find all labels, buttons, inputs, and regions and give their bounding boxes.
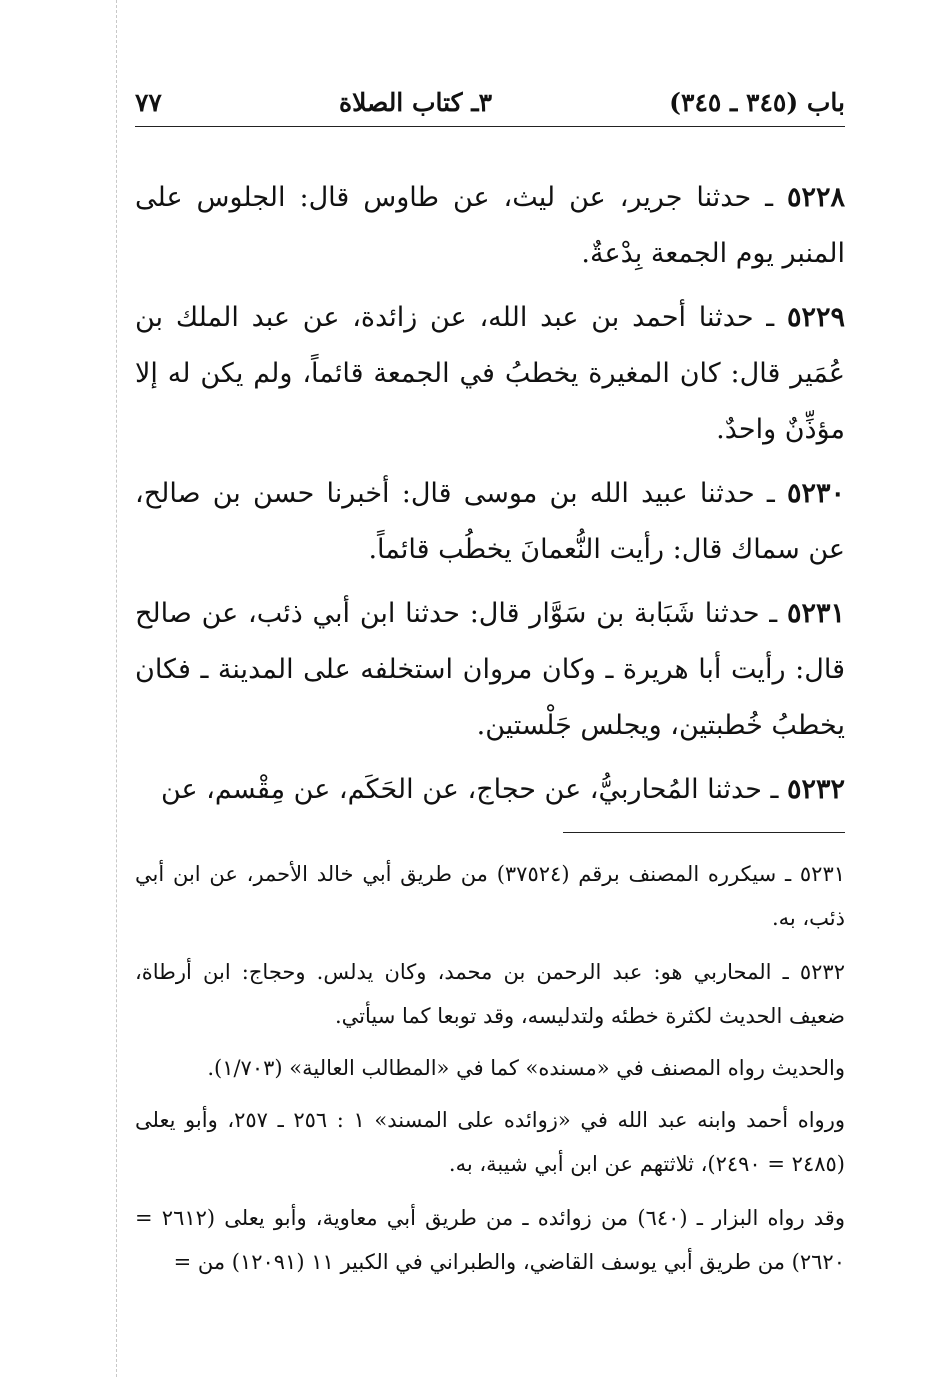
hadith-text: ـ حدثنا شَبَابة بن سَوَّار قال: حدثنا ابن أبي ذئب، عن صالح قال: رأيت أبا هريرة ـ وكان مروان استخلفه على المدينة ـ فكان يخطبُ خُطبتين، ويجلس جَلْستين. [135, 598, 845, 741]
header-rule [135, 126, 845, 127]
binding-margin-line [116, 0, 117, 1377]
book-title: ٣ـ كتاب الصلاة [339, 88, 493, 117]
footnote-5232: ٥٢٣٢ ـ المحاربي هو: عبد الرحمن بن محمد، وكان يدلس. وحجاج: ابن أرطاة، ضعيف الحديث لكثرة خطئه ولتدليسه، وقد توبعا كما سيأتي. [135, 960, 845, 1028]
hadith-number: ٥٢٣٠ [786, 478, 845, 509]
footnote-bazzar: وقد رواه البزار ـ (٦٤٠) من زوائده ـ من طريق أبي معاوية، وأبو يعلى (٢٦١٢ = ٢٦٢٠) من طريق أبي يوسف القاضي، والطبراني في الكبير ١١ (١٢٠٩١) من = [135, 1206, 845, 1274]
hadith-5232 [135, 762, 845, 818]
hadith-text: ـ حدثنا أحمد بن عبد الله، عن زائدة، عن عبد الملك بن عُمَير قال: كان المغيرة يخطبُ في الجمعة قائماً، ولم يكن له إلا مؤذِّنٌ واحدٌ. [135, 302, 845, 445]
footnote-musnad: والحديث رواه المصنف في «مسنده» كما في «المطالب العالية» (١/٧٠٣). [207, 1056, 845, 1080]
page-number: ٧٧ [135, 88, 162, 117]
hadith-number: ٥٢٢٨ [786, 182, 845, 213]
hadith-text: ـ حدثنا عبيد الله بن موسى قال: أخبرنا حسن بن صالح، عن سماك قال: رأيت النُّعمانَ يخطُب قائماً. [135, 478, 845, 565]
chapter-heading: باب (٣٤٥ ـ ٣٤٥) [669, 88, 845, 117]
footnote-ahmad: ورواه أحمد وابنه عبد الله في «زوائده على المسند» ١ : ٢٥٦ ـ ٢٥٧، وأبو يعلى (٢٤٨٥ = ٢٤٩٠)، ثلاثتهم عن ابن أبي شيبة، به. [135, 1108, 845, 1176]
hadith-5231 [135, 586, 845, 754]
hadith-text: ـ حدثنا جرير، عن ليث، عن طاوس قال: الجلوس على المنبر يوم الجمعة بِدْعةٌ. [135, 182, 845, 269]
hadith-5229 [135, 290, 845, 458]
footnote-separator [563, 832, 845, 833]
book-page [135, 88, 846, 1274]
hadith-5230 [135, 466, 845, 578]
hadith-text: ـ حدثنا المُحاربيُّ، عن حجاج، عن الحَكَم، عن مِقْسم، عن [160, 774, 787, 805]
running-header [135, 88, 845, 122]
hadith-5228 [135, 170, 845, 282]
hadith-number: ٥٢٣٢ [786, 774, 845, 805]
hadith-number: ٥٢٣١ [786, 598, 845, 629]
hadith-number: ٥٢٢٩ [786, 302, 845, 333]
footnote-5231: ٥٢٣١ ـ سيكرره المصنف برقم (٣٧٥٢٤) من طريق أبي خالد الأحمر، عن ابن أبي ذئب، به. [135, 862, 846, 930]
